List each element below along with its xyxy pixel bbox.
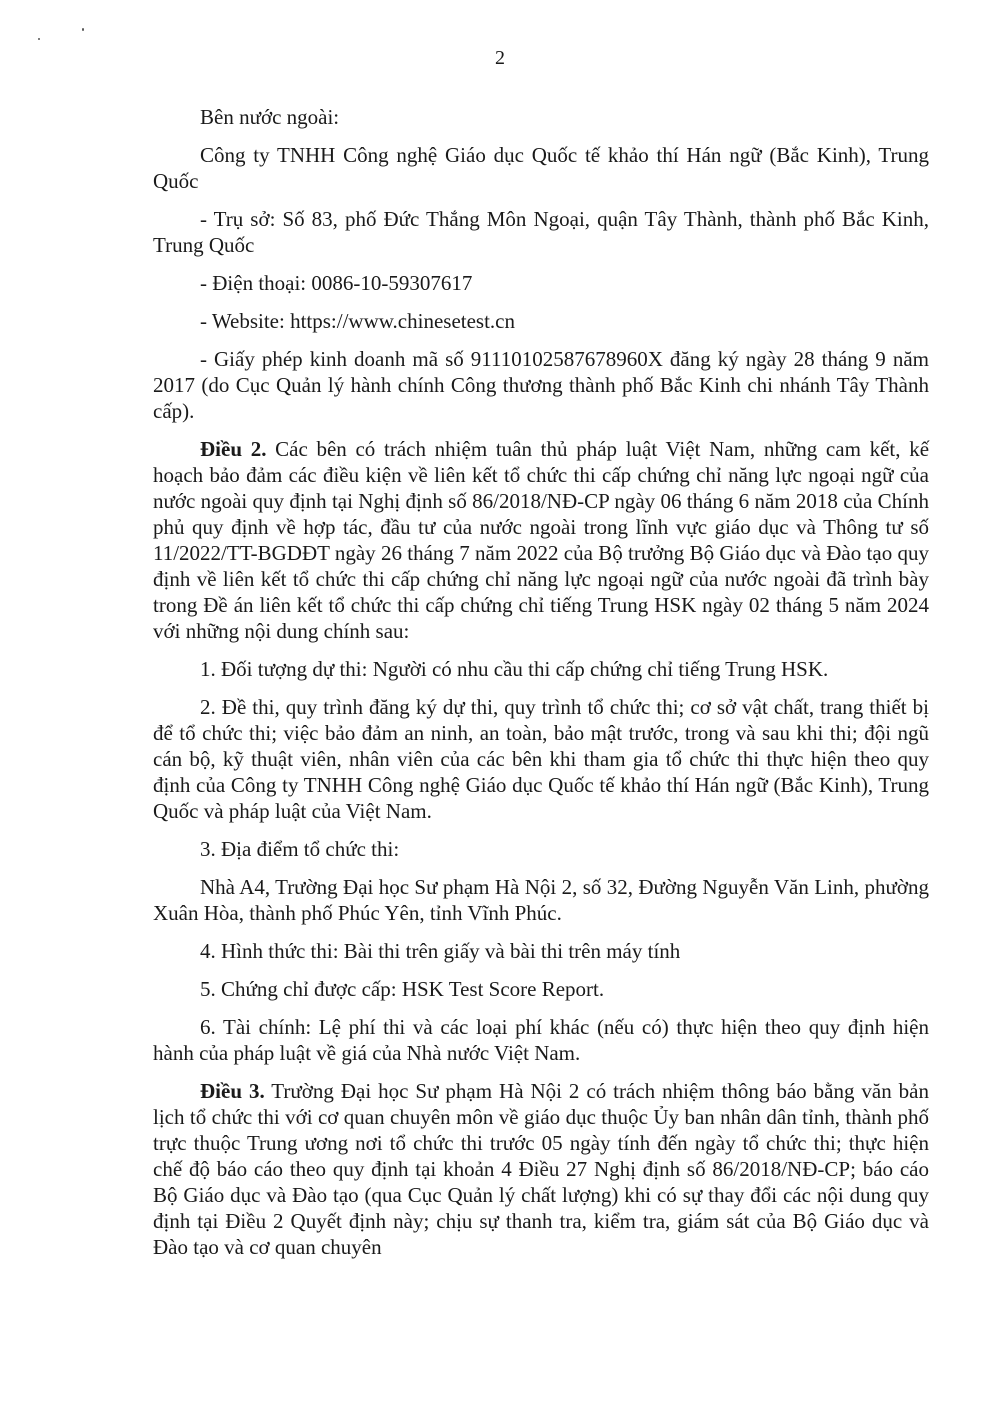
foreign-party-company: Công ty TNHH Công nghệ Giáo dục Quốc tế khảo thí Hán ngữ (Bắc Kinh), Trung Quốc <box>153 143 929 193</box>
page-number: 2 <box>495 47 505 69</box>
article-2-item: 2. Đề thi, quy trình đăng ký dự thi, quy trình tổ chức thi; cơ sở vật chất, trang thiết bị để tổ chức thi; việc bảo đảm an ninh, an toàn, bảo mật trước, trong và sau khi thi; đội ngũ cán bộ, kỹ thuật viên, nhân viên của các bên khi tham gia tổ chức thi thực hiện theo quy định của Công ty TNHH Công nghệ Giáo dục Quốc tế khảo thí Hán ngữ (Bắc Kinh), Trung Quốc và pháp luật của Việt Nam. <box>153 695 929 823</box>
article-2-text: Các bên có trách nhiệm tuân thủ pháp luật Việt Nam, những cam kết, kế hoạch bảo đảm các điều kiện về liên kết tổ chức thi cấp chứng chỉ năng lực ngoại ngữ của nước ngoài quy định tại Nghị định số 86/2018/NĐ-CP ngày 06 tháng 6 năm 2018 của Chính phủ quy định về hợp tác, đầu tư của nước ngoài trong lĩnh vực giáo dục và Thông tư số 11/2022/TT-BGDĐT ngày 26 tháng 7 năm 2022 của Bộ trưởng Bộ Giáo dục và Đào tạo quy định về liên kết tổ chức thi cấp chứng chỉ năng lực ngoại ngữ của nước ngoài đã trình bày trong Đề án liên kết tổ chức thi cấp chứng chỉ tiếng Trung HSK ngày 02 tháng 5 năm 2024 với những nội dung chính sau: <box>153 437 930 643</box>
article-2-item: 3. Địa điểm tổ chức thi: <box>200 837 400 861</box>
foreign-party-website: - Website: https://www.chinesetest.cn <box>200 309 515 333</box>
article-2-label: Điều 2. <box>200 437 267 461</box>
foreign-party-heading: Bên nước ngoài: <box>200 105 340 129</box>
article-3-text: Trường Đại học Sư phạm Hà Nội 2 có trách nhiệm thông báo bằng văn bản lịch tổ chức thi với cơ quan chuyên môn về giáo dục thuộc Ủy ban nhân dân tỉnh, thành phố trực thuộc Trung ương nơi tổ chức thi trước 05 ngày tính đến ngày tổ chức thi; thực hiện chế độ báo cáo theo quy định tại khoản 4 Điều 27 Nghị định số 86/2018/NĐ-CP; báo cáo Bộ Giáo dục và Đào tạo (qua Cục Quản lý chất lượng) khi có sự thay đổi các nội dung quy định tại Điều 2 Quyết định này; chịu sự thanh tra, kiểm tra, giám sát của Bộ Giáo dục và Đào tạo và cơ quan chuyên <box>153 1079 930 1259</box>
article-3-label: Điều 3. <box>200 1079 265 1103</box>
article-2-item: 5. Chứng chỉ được cấp: HSK Test Score Report. <box>200 977 605 1001</box>
scan-speck <box>82 28 84 31</box>
scan-speck <box>38 38 40 40</box>
foreign-party-phone: - Điện thoại: 0086-10-59307617 <box>200 271 473 295</box>
article-2-item: 1. Đối tượng dự thi: Người có nhu cầu thi cấp chứng chỉ tiếng Trung HSK. <box>200 657 829 681</box>
article-2-item: 6. Tài chính: Lệ phí thi và các loại phí khác (nếu có) thực hiện theo quy định hiện hành của pháp luật về giá của Nhà nước Việt Nam. <box>153 1015 929 1065</box>
article-2-item: 4. Hình thức thi: Bài thi trên giấy và bài thi trên máy tính <box>200 939 681 963</box>
exam-location: Nhà A4, Trường Đại học Sư phạm Hà Nội 2, số 32, Đường Nguyễn Văn Linh, phường Xuân Hòa, thành phố Phúc Yên, tỉnh Vĩnh Phúc. <box>153 875 929 925</box>
article-2 <box>153 436 929 644</box>
foreign-party-address: - Trụ sở: Số 83, phố Đức Thắng Môn Ngoại, quận Tây Thành, thành phố Bắc Kinh, Trung Quốc <box>153 207 929 257</box>
foreign-party-license: - Giấy phép kinh doanh mã số 91110102587678960X đăng ký ngày 28 tháng 9 năm 2017 (do Cục Quản lý hành chính Công thương thành phố Bắc Kinh chi nhánh Tây Thành cấp). <box>153 347 929 423</box>
document-body <box>153 104 929 1272</box>
article-3 <box>153 1078 929 1260</box>
